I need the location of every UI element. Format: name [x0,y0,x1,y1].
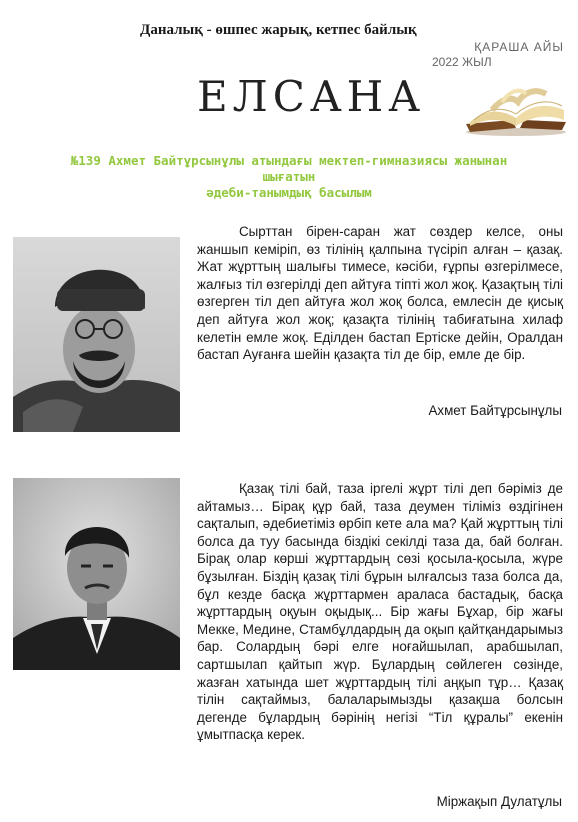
masthead-title: ЕЛСАНА [197,72,426,121]
subtitle-line: шығатын [262,169,316,184]
quote-paragraph: Сырттан бірен-саран жат сөздер келсе, оны жаншып кеміріп, өз тілінің қалпына түсіріп алған – қазақ. Жат жұрттың шалығы тимесе, кәсіби, ғұрпы өзгерілмесе, жалғыз тіл өзгерілді деп айтуға тіпті жол жоқ. Қазақтың тілі өзгерген тіл деп айтуға жол жоқ болса, емлесін де қисық деп айтуға жол жоқ; қазақта тілінің табиғатына хилаф келетін емле жоқ. Еділден бастап Ертіске дейін, Оралдан бастап Ауғанға шейін қазақта тіл де бір, емле де бір. [197,224,563,363]
quote-paragraph: Қазақ тілі бай, таза іргелі жұрт тілі деп бәріміз де айтамыз… Бірақ құр бай, таза деумен тіліміз өздігінен сақталып, әдебиетіміз өрбіп кете ала ма? Қай жұрттың тілі болса да туу басында біздікі секілді таза да, бай болған. Бірақ олар көрші жұрттардың сөзі қосыла-қосыла, жүре бұзылған. Біздің қазақ тілі бұрын ылғалсыз таза болса да, бұл кезде басқа жұрттармен араласа бастадық, басқа жұрттардың оқуын оқыдық... Бір жағы Бұхар, бір жағы Мекке, Медине, Стамбұлдардың да оқып қайтқандарымыз бар. Солардың бәрі елге ноғайшылап, арабшылап, сартшылап қайтып жүр. Бұлардың сөйлеген сөзінде, жазған хатында шет жұрттардың тілі аңқып тұр… Қазақ тілін сақтаймыз, балаларымызды қазақша болсын дегенде бұлардың бәрінің негізі “Тіл құралы” екенін ұмытпасқа керек. [197,481,563,743]
quote-author: Ахмет Байтұрсынұлы [428,403,562,418]
publication-subtitle [0,153,578,201]
subtitle-line: №139 Ахмет Байтұрсынұлы атындағы мектеп-гимназиясы жанынан [70,153,508,168]
quote-text [197,480,563,744]
portrait-photo-dulatuly [13,478,180,670]
portrait-photo-baitursynuly [13,237,180,432]
quote-text [197,223,563,364]
motto: Даналық - өшпес жарық, кетпес байлық [140,22,417,38]
subtitle-line: әдеби-танымдық басылым [206,185,372,200]
quote-author: Міржақып Дулатұлы [436,794,562,809]
issue-year: 2022 ЖЫЛ [432,55,492,69]
issue-month: ҚАРАША АЙЫ [474,40,564,54]
open-book-icon [462,80,570,138]
